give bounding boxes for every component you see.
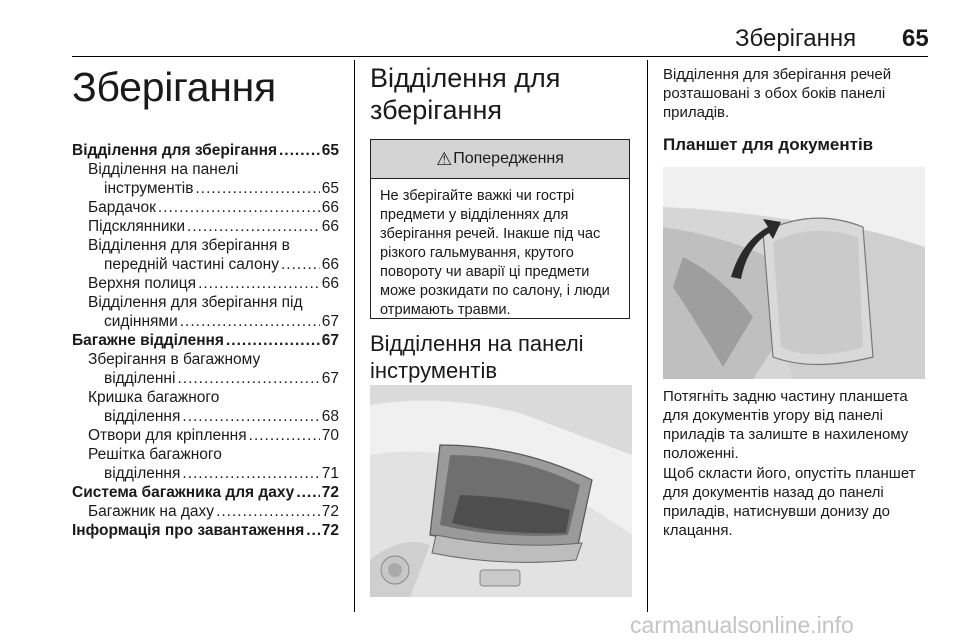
toc-page-number: 65 (321, 142, 339, 159)
toc-entry-text-continued: відділення (104, 408, 181, 425)
toc-leader-dots (196, 179, 320, 198)
toc-page-number: 66 (321, 256, 339, 273)
toc-page-number: 67 (321, 332, 339, 349)
toc-entry-text-continued: сидіннями (104, 313, 178, 330)
instruction-paragraph: Щоб скласти його, опустіть планшет для документів назад до панелі приладів, натиснувши донизу до клацання. (663, 465, 916, 539)
section-title-storage (370, 62, 632, 126)
warning-text: Не зберігайте важкі чи гострі предмети у відділеннях для зберігання речей. Інакше під час різкого гальмування, крутого повороту чи аварії ці предмети може розкидати по салону, і люди отримають травми. (380, 188, 610, 318)
document-tray-heading: Планшет для документів (663, 135, 874, 154)
toc-leader-dots (182, 464, 319, 483)
toc-page-number: 71 (321, 465, 339, 482)
toc-entry (72, 483, 339, 502)
toc-entry (72, 521, 339, 540)
warning-title: Попередження (453, 150, 564, 167)
toc-entry-text: Зберігання в багажному (88, 351, 261, 368)
toc-page-number: 72 (321, 522, 339, 539)
toc-entry-text: Багажне відділення (72, 332, 224, 349)
toc-entry-text: Відділення на панелі (88, 161, 239, 178)
toc-entry-text: Верхня полиця (88, 275, 197, 292)
toc-page-number: 68 (321, 408, 339, 425)
section-title-line: зберігання (370, 95, 502, 125)
toc-page-number: 67 (321, 313, 339, 330)
toc-leader-dots (281, 255, 320, 274)
toc-entry (72, 141, 339, 160)
page-header-title: Зберігання (735, 25, 857, 52)
toc-entry-text: Система багажника для даху (72, 484, 295, 501)
toc-page-number: 66 (321, 199, 339, 216)
toc-page-number: 67 (321, 370, 339, 387)
toc-leader-dots (279, 141, 320, 160)
toc-leader-dots (296, 483, 319, 502)
table-of-contents (72, 141, 339, 540)
subsection-title-line: інструментів (370, 358, 498, 383)
toc-entry (72, 198, 339, 217)
toc-entry-text: Відділення для зберігання в (88, 237, 290, 254)
page-number: 65 (902, 25, 929, 52)
toc-entry-text: Кришка багажного (88, 389, 220, 406)
toc-leader-dots (180, 312, 320, 331)
toc-leader-dots (306, 521, 320, 540)
toc-entry (72, 502, 339, 521)
toc-leader-dots (158, 198, 320, 217)
toc-entry (72, 426, 339, 445)
column-divider-left (354, 60, 355, 612)
toc-entry (72, 160, 339, 198)
toc-entry-text: Підсклянники (88, 218, 185, 235)
toc-entry (72, 350, 339, 388)
toc-entry-text-continued: відділення (104, 465, 181, 482)
toc-entry (72, 236, 339, 274)
toc-entry-text: Решітка багажного (88, 446, 222, 463)
toc-page-number: 65 (321, 180, 339, 197)
toc-entry (72, 217, 339, 236)
subsection-title-instrument-panel (370, 330, 632, 384)
watermark: carmanualsonline.info (630, 612, 854, 638)
toc-leader-dots (249, 426, 320, 445)
header-rule (72, 56, 928, 57)
toc-page-number: 72 (321, 503, 339, 520)
toc-entry (72, 388, 339, 426)
toc-entry-text: Відділення для зберігання під (88, 294, 303, 311)
toc-leader-dots (216, 502, 320, 521)
toc-entry (72, 293, 339, 331)
toc-leader-dots (226, 331, 320, 350)
toc-entry-text-continued: відділенні (104, 370, 176, 387)
toc-entry (72, 274, 339, 293)
toc-leader-dots (187, 217, 320, 236)
instruction-paragraph: Потягніть задню частину планшета для документів угору від панелі приладів та залиште в нахиленому положенні. (663, 388, 909, 462)
warning-icon: ⚠ (436, 148, 453, 169)
toc-entry-text: Бардачок (88, 199, 156, 216)
document-tray-illustration (663, 167, 925, 379)
warning-box (370, 139, 630, 319)
subsection-title-line: Відділення на панелі (370, 331, 584, 356)
toc-entry (72, 331, 339, 350)
toc-entry-text: Інформація про завантаження (72, 522, 305, 539)
toc-leader-dots (182, 407, 319, 426)
toc-entry-text: Відділення для зберігання (72, 142, 277, 159)
instrument-panel-compartment-illustration (370, 385, 632, 597)
toc-page-number: 72 (321, 484, 339, 501)
toc-page-number: 66 (321, 218, 339, 235)
toc-leader-dots (177, 369, 319, 388)
warning-header (371, 140, 629, 179)
toc-entry-text-continued: передній частині салону (104, 256, 279, 273)
toc-entry-text: Отвори для кріплення (88, 427, 247, 444)
toc-entry (72, 445, 339, 483)
toc-page-number: 66 (321, 275, 339, 292)
toc-entry-text: Багажник на даху (88, 503, 215, 520)
toc-page-number: 70 (321, 427, 339, 444)
right-intro-text: Відділення для зберігання речей розташовані з обох боків панелі приладів. (663, 66, 892, 121)
toc-leader-dots (198, 274, 320, 293)
toc-entry-text-continued: інструментів (104, 180, 194, 197)
section-title-line: Відділення для (370, 63, 561, 93)
column-divider-right (647, 60, 648, 612)
chapter-title: Зберігання (72, 64, 276, 110)
